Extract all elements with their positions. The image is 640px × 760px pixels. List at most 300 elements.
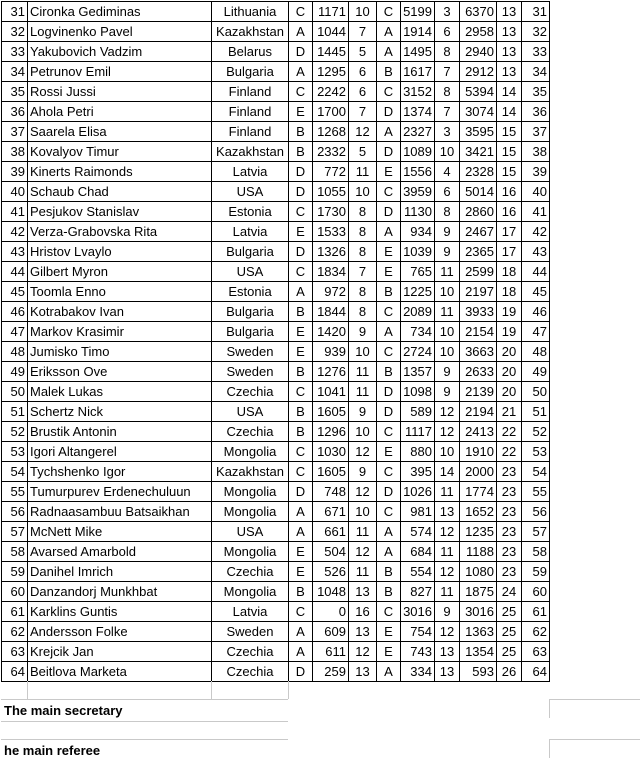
cell-group2: D bbox=[377, 402, 401, 422]
cell-group1: B bbox=[289, 302, 313, 322]
cell-group1: C bbox=[289, 202, 313, 222]
cell-points: 23 bbox=[497, 482, 522, 502]
cell-points: 25 bbox=[497, 602, 522, 622]
cell-group1: D bbox=[289, 662, 313, 682]
cell-score1: 1605 bbox=[313, 462, 349, 482]
cell-group1: C bbox=[289, 602, 313, 622]
cell-name: Logvinenko Pavel bbox=[28, 22, 212, 42]
cell-rank1: 6 bbox=[349, 82, 377, 102]
cell-place: 48 bbox=[2, 342, 28, 362]
cell-score2: 1039 bbox=[401, 242, 435, 262]
main-referee-label: he main referee bbox=[4, 743, 101, 758]
cell-rank2: 13 bbox=[435, 502, 460, 522]
cell-score1: 939 bbox=[313, 342, 349, 362]
cell-group2: C bbox=[377, 602, 401, 622]
cell-points: 15 bbox=[497, 122, 522, 142]
cell-group1: D bbox=[289, 242, 313, 262]
cell-final-place: 47 bbox=[522, 322, 550, 342]
cell-rank2: 13 bbox=[435, 662, 460, 682]
cell-final-place: 51 bbox=[522, 402, 550, 422]
cell-name: Kotrabakov Ivan bbox=[28, 302, 212, 322]
table-row bbox=[2, 502, 550, 522]
cell-country: Czechia bbox=[212, 422, 289, 442]
cell-score2: 2724 bbox=[401, 342, 435, 362]
cell-score1: 504 bbox=[313, 542, 349, 562]
cell-total: 1188 bbox=[460, 542, 497, 562]
cell-rank2: 6 bbox=[435, 182, 460, 202]
cell-score1: 609 bbox=[313, 622, 349, 642]
cell-rank2: 9 bbox=[435, 602, 460, 622]
table-row bbox=[2, 522, 550, 542]
cell-total: 1875 bbox=[460, 582, 497, 602]
cell-place: 43 bbox=[2, 242, 28, 262]
cell-total: 1354 bbox=[460, 642, 497, 662]
cell-points: 25 bbox=[497, 642, 522, 662]
cell-total: 3016 bbox=[460, 602, 497, 622]
table-row bbox=[2, 482, 550, 502]
cell-total: 2860 bbox=[460, 202, 497, 222]
cell-group1: C bbox=[289, 442, 313, 462]
cell-group2: A bbox=[377, 322, 401, 342]
cell-name: Eriksson Ove bbox=[28, 362, 212, 382]
cell-final-place: 44 bbox=[522, 262, 550, 282]
cell-name: Jumisko Timo bbox=[28, 342, 212, 362]
cell-group1: A bbox=[289, 502, 313, 522]
cell-score2: 734 bbox=[401, 322, 435, 342]
cell-score1: 1268 bbox=[313, 122, 349, 142]
cell-group2: B bbox=[377, 562, 401, 582]
cell-total: 1774 bbox=[460, 482, 497, 502]
cell-final-place: 56 bbox=[522, 502, 550, 522]
cell-points: 13 bbox=[497, 42, 522, 62]
cell-points: 15 bbox=[497, 142, 522, 162]
cell-rank2: 14 bbox=[435, 462, 460, 482]
cell-rank2: 11 bbox=[435, 262, 460, 282]
cell-score1: 1296 bbox=[313, 422, 349, 442]
cell-place: 60 bbox=[2, 582, 28, 602]
cell-final-place: 59 bbox=[522, 562, 550, 582]
cell-country: Mongolia bbox=[212, 442, 289, 462]
table-row bbox=[2, 102, 550, 122]
cell-country: Kazakhstan bbox=[212, 142, 289, 162]
cell-score2: 1225 bbox=[401, 282, 435, 302]
cell-score1: 1276 bbox=[313, 362, 349, 382]
cell-final-place: 60 bbox=[522, 582, 550, 602]
cell-country: Bulgaria bbox=[212, 242, 289, 262]
table-row bbox=[2, 662, 550, 682]
cell-place: 64 bbox=[2, 662, 28, 682]
cell-rank2: 3 bbox=[435, 2, 460, 22]
cell-score2: 981 bbox=[401, 502, 435, 522]
table-row bbox=[2, 82, 550, 102]
cell-name: Hristov Lvaylo bbox=[28, 242, 212, 262]
cell-country: Finland bbox=[212, 102, 289, 122]
cell-final-place: 50 bbox=[522, 382, 550, 402]
cell-country: Sweden bbox=[212, 362, 289, 382]
table-row bbox=[2, 542, 550, 562]
cell-group1: B bbox=[289, 142, 313, 162]
cell-group2: E bbox=[377, 642, 401, 662]
cell-score2: 1617 bbox=[401, 62, 435, 82]
cell-place: 63 bbox=[2, 642, 28, 662]
cell-country: Czechia bbox=[212, 662, 289, 682]
cell-group1: E bbox=[289, 342, 313, 362]
table-row bbox=[2, 422, 550, 442]
cell-place: 34 bbox=[2, 62, 28, 82]
cell-name: McNett Mike bbox=[28, 522, 212, 542]
cell-country: Mongolia bbox=[212, 582, 289, 602]
cell-rank1: 7 bbox=[349, 102, 377, 122]
cell-total: 2912 bbox=[460, 62, 497, 82]
cell-score2: 5199 bbox=[401, 2, 435, 22]
results-table bbox=[1, 1, 550, 682]
cell-rank1: 11 bbox=[349, 382, 377, 402]
cell-rank2: 3 bbox=[435, 122, 460, 142]
cell-points: 18 bbox=[497, 262, 522, 282]
cell-country: Latvia bbox=[212, 222, 289, 242]
cell-rank1: 11 bbox=[349, 362, 377, 382]
cell-group1: D bbox=[289, 162, 313, 182]
cell-points: 25 bbox=[497, 622, 522, 642]
table-row bbox=[2, 22, 550, 42]
cell-final-place: 43 bbox=[522, 242, 550, 262]
cell-final-place: 33 bbox=[522, 42, 550, 62]
cell-rank2: 8 bbox=[435, 82, 460, 102]
table-row bbox=[2, 342, 550, 362]
cell-name: Pesjukov Stanislav bbox=[28, 202, 212, 222]
cell-place: 33 bbox=[2, 42, 28, 62]
cell-rank1: 11 bbox=[349, 162, 377, 182]
cell-place: 56 bbox=[2, 502, 28, 522]
cell-total: 2139 bbox=[460, 382, 497, 402]
secretary-signature-cell bbox=[549, 699, 640, 718]
cell-group2: C bbox=[377, 342, 401, 362]
cell-country: Czechia bbox=[212, 562, 289, 582]
cell-total: 1652 bbox=[460, 502, 497, 522]
table-row bbox=[2, 382, 550, 402]
cell-name: Brustik Antonin bbox=[28, 422, 212, 442]
table-row bbox=[2, 142, 550, 162]
cell-score1: 772 bbox=[313, 162, 349, 182]
cell-score2: 827 bbox=[401, 582, 435, 602]
cell-place: 61 bbox=[2, 602, 28, 622]
cell-place: 51 bbox=[2, 402, 28, 422]
cell-group2: A bbox=[377, 122, 401, 142]
cell-rank1: 11 bbox=[349, 522, 377, 542]
cell-name: Saarela Elisa bbox=[28, 122, 212, 142]
cell-country: Mongolia bbox=[212, 482, 289, 502]
cell-place: 44 bbox=[2, 262, 28, 282]
cell-group1: C bbox=[289, 262, 313, 282]
cell-group2: D bbox=[377, 202, 401, 222]
cell-rank1: 13 bbox=[349, 582, 377, 602]
cell-rank1: 7 bbox=[349, 22, 377, 42]
cell-rank2: 8 bbox=[435, 42, 460, 62]
cell-score2: 743 bbox=[401, 642, 435, 662]
cell-score1: 1171 bbox=[313, 2, 349, 22]
cell-points: 22 bbox=[497, 422, 522, 442]
results-table-body bbox=[2, 2, 550, 682]
cell-place: 57 bbox=[2, 522, 28, 542]
cell-total: 2467 bbox=[460, 222, 497, 242]
cell-group1: B bbox=[289, 582, 313, 602]
cell-points: 23 bbox=[497, 502, 522, 522]
cell-country: USA bbox=[212, 522, 289, 542]
cell-final-place: 34 bbox=[522, 62, 550, 82]
cell-group1: B bbox=[289, 362, 313, 382]
table-row bbox=[2, 462, 550, 482]
cell-rank2: 7 bbox=[435, 102, 460, 122]
cell-score1: 1044 bbox=[313, 22, 349, 42]
cell-place: 58 bbox=[2, 542, 28, 562]
cell-group1: D bbox=[289, 482, 313, 502]
cell-group2: D bbox=[377, 382, 401, 402]
cell-group2: B bbox=[377, 582, 401, 602]
cell-points: 14 bbox=[497, 82, 522, 102]
cell-final-place: 64 bbox=[522, 662, 550, 682]
cell-points: 17 bbox=[497, 242, 522, 262]
cell-name: Verza-Grabovska Rita bbox=[28, 222, 212, 242]
cell-score1: 526 bbox=[313, 562, 349, 582]
cell-score2: 765 bbox=[401, 262, 435, 282]
cell-place: 45 bbox=[2, 282, 28, 302]
cell-rank2: 10 bbox=[435, 442, 460, 462]
cell-rank1: 9 bbox=[349, 322, 377, 342]
cell-rank2: 7 bbox=[435, 62, 460, 82]
cell-rank2: 12 bbox=[435, 422, 460, 442]
cell-group1: B bbox=[289, 122, 313, 142]
cell-final-place: 62 bbox=[522, 622, 550, 642]
table-row bbox=[2, 242, 550, 262]
cell-group1: A bbox=[289, 622, 313, 642]
cell-score2: 574 bbox=[401, 522, 435, 542]
cell-score1: 2242 bbox=[313, 82, 349, 102]
cell-rank2: 4 bbox=[435, 162, 460, 182]
cell-score2: 684 bbox=[401, 542, 435, 562]
cell-score2: 1117 bbox=[401, 422, 435, 442]
cell-total: 2000 bbox=[460, 462, 497, 482]
cell-rank2: 6 bbox=[435, 22, 460, 42]
cell-rank1: 16 bbox=[349, 602, 377, 622]
cell-rank2: 10 bbox=[435, 282, 460, 302]
cell-group1: C bbox=[289, 2, 313, 22]
cell-country: Mongolia bbox=[212, 542, 289, 562]
cell-place: 32 bbox=[2, 22, 28, 42]
cell-score2: 3016 bbox=[401, 602, 435, 622]
cell-score1: 1030 bbox=[313, 442, 349, 462]
cell-group2: E bbox=[377, 262, 401, 282]
cell-rank2: 12 bbox=[435, 622, 460, 642]
cell-total: 2194 bbox=[460, 402, 497, 422]
cell-group2: A bbox=[377, 542, 401, 562]
cell-rank2: 12 bbox=[435, 522, 460, 542]
cell-score1: 1326 bbox=[313, 242, 349, 262]
cell-rank2: 10 bbox=[435, 322, 460, 342]
cell-score1: 611 bbox=[313, 642, 349, 662]
cell-points: 16 bbox=[497, 182, 522, 202]
table-row bbox=[2, 222, 550, 242]
table-row bbox=[2, 582, 550, 602]
cell-place: 59 bbox=[2, 562, 28, 582]
table-row bbox=[2, 282, 550, 302]
cell-final-place: 61 bbox=[522, 602, 550, 622]
cell-points: 24 bbox=[497, 582, 522, 602]
cell-total: 5394 bbox=[460, 82, 497, 102]
cell-score1: 972 bbox=[313, 282, 349, 302]
table-row bbox=[2, 562, 550, 582]
cell-rank2: 11 bbox=[435, 302, 460, 322]
cell-final-place: 63 bbox=[522, 642, 550, 662]
cell-group1: C bbox=[289, 462, 313, 482]
cell-group2: C bbox=[377, 462, 401, 482]
table-row bbox=[2, 2, 550, 22]
cell-country: Czechia bbox=[212, 642, 289, 662]
cell-rank2: 11 bbox=[435, 582, 460, 602]
table-row bbox=[2, 362, 550, 382]
cell-score2: 880 bbox=[401, 442, 435, 462]
cell-group1: D bbox=[289, 42, 313, 62]
cell-score1: 1445 bbox=[313, 42, 349, 62]
cell-score2: 1495 bbox=[401, 42, 435, 62]
cell-score1: 259 bbox=[313, 662, 349, 682]
cell-points: 17 bbox=[497, 222, 522, 242]
cell-final-place: 53 bbox=[522, 442, 550, 462]
cell-country: USA bbox=[212, 182, 289, 202]
cell-group2: C bbox=[377, 302, 401, 322]
cell-total: 3421 bbox=[460, 142, 497, 162]
cell-score2: 1556 bbox=[401, 162, 435, 182]
cell-total: 2197 bbox=[460, 282, 497, 302]
cell-place: 37 bbox=[2, 122, 28, 142]
cell-group1: E bbox=[289, 542, 313, 562]
cell-group2: A bbox=[377, 522, 401, 542]
cell-points: 23 bbox=[497, 462, 522, 482]
cell-total: 3074 bbox=[460, 102, 497, 122]
table-row bbox=[2, 442, 550, 462]
cell-final-place: 54 bbox=[522, 462, 550, 482]
cell-group2: A bbox=[377, 22, 401, 42]
cell-group1: D bbox=[289, 182, 313, 202]
cell-group2: A bbox=[377, 222, 401, 242]
cell-name: Andersson Folke bbox=[28, 622, 212, 642]
cell-rank2: 9 bbox=[435, 222, 460, 242]
cell-total: 593 bbox=[460, 662, 497, 682]
cell-country: Latvia bbox=[212, 162, 289, 182]
cell-name: Krejcik Jan bbox=[28, 642, 212, 662]
cell-group2: C bbox=[377, 2, 401, 22]
cell-points: 23 bbox=[497, 562, 522, 582]
cell-rank2: 9 bbox=[435, 242, 460, 262]
cell-country: USA bbox=[212, 402, 289, 422]
cell-points: 13 bbox=[497, 62, 522, 82]
cell-score1: 1041 bbox=[313, 382, 349, 402]
table-row bbox=[2, 42, 550, 62]
table-row bbox=[2, 162, 550, 182]
table-row bbox=[2, 62, 550, 82]
cell-name: Yakubovich Vadzim bbox=[28, 42, 212, 62]
cell-place: 47 bbox=[2, 322, 28, 342]
cell-place: 46 bbox=[2, 302, 28, 322]
cell-final-place: 49 bbox=[522, 362, 550, 382]
cell-name: Toomla Enno bbox=[28, 282, 212, 302]
cell-final-place: 45 bbox=[522, 282, 550, 302]
cell-total: 2365 bbox=[460, 242, 497, 262]
cell-score2: 2327 bbox=[401, 122, 435, 142]
cell-total: 1910 bbox=[460, 442, 497, 462]
table-row bbox=[2, 622, 550, 642]
cell-country: Kazakhstan bbox=[212, 22, 289, 42]
cell-score2: 334 bbox=[401, 662, 435, 682]
cell-final-place: 31 bbox=[522, 2, 550, 22]
cell-total: 3933 bbox=[460, 302, 497, 322]
cell-name: Kovalyov Timur bbox=[28, 142, 212, 162]
cell-rank1: 10 bbox=[349, 182, 377, 202]
cell-group2: A bbox=[377, 42, 401, 62]
cell-rank1: 7 bbox=[349, 262, 377, 282]
cell-score1: 0 bbox=[313, 602, 349, 622]
cell-name: Tumurpurev Erdenechuluun bbox=[28, 482, 212, 502]
cell-rank2: 11 bbox=[435, 542, 460, 562]
cell-place: 62 bbox=[2, 622, 28, 642]
cell-final-place: 32 bbox=[522, 22, 550, 42]
cell-name: Malek Lukas bbox=[28, 382, 212, 402]
cell-score1: 1844 bbox=[313, 302, 349, 322]
cell-place: 36 bbox=[2, 102, 28, 122]
cell-name: Danihel Imrich bbox=[28, 562, 212, 582]
cell-total: 1235 bbox=[460, 522, 497, 542]
table-row bbox=[2, 122, 550, 142]
cell-rank1: 5 bbox=[349, 42, 377, 62]
cell-rank1: 12 bbox=[349, 642, 377, 662]
cell-final-place: 39 bbox=[522, 162, 550, 182]
cell-rank1: 10 bbox=[349, 502, 377, 522]
cell-score1: 661 bbox=[313, 522, 349, 542]
table-row bbox=[2, 302, 550, 322]
cell-score2: 754 bbox=[401, 622, 435, 642]
cell-points: 18 bbox=[497, 282, 522, 302]
cell-place: 53 bbox=[2, 442, 28, 462]
cell-final-place: 55 bbox=[522, 482, 550, 502]
cell-points: 20 bbox=[497, 342, 522, 362]
cell-name: Karklins Guntis bbox=[28, 602, 212, 622]
cell-country: USA bbox=[212, 262, 289, 282]
cell-total: 6370 bbox=[460, 2, 497, 22]
cell-group2: C bbox=[377, 422, 401, 442]
cell-rank1: 13 bbox=[349, 662, 377, 682]
cell-country: Bulgaria bbox=[212, 322, 289, 342]
cell-name: Schertz Nick bbox=[28, 402, 212, 422]
cell-name: Ahola Petri bbox=[28, 102, 212, 122]
cell-rank2: 11 bbox=[435, 482, 460, 502]
cell-place: 31 bbox=[2, 2, 28, 22]
cell-total: 3595 bbox=[460, 122, 497, 142]
cell-points: 19 bbox=[497, 322, 522, 342]
cell-score2: 1130 bbox=[401, 202, 435, 222]
cell-score2: 1089 bbox=[401, 142, 435, 162]
cell-group2: B bbox=[377, 362, 401, 382]
cell-group1: C bbox=[289, 82, 313, 102]
cell-score2: 934 bbox=[401, 222, 435, 242]
cell-rank1: 8 bbox=[349, 242, 377, 262]
cell-name: Rossi Jussi bbox=[28, 82, 212, 102]
cell-score2: 1357 bbox=[401, 362, 435, 382]
cell-points: 20 bbox=[497, 382, 522, 402]
table-row bbox=[2, 262, 550, 282]
cell-name: Tychshenko Igor bbox=[28, 462, 212, 482]
cell-country: Sweden bbox=[212, 622, 289, 642]
cell-rank2: 8 bbox=[435, 202, 460, 222]
cell-group2: E bbox=[377, 242, 401, 262]
